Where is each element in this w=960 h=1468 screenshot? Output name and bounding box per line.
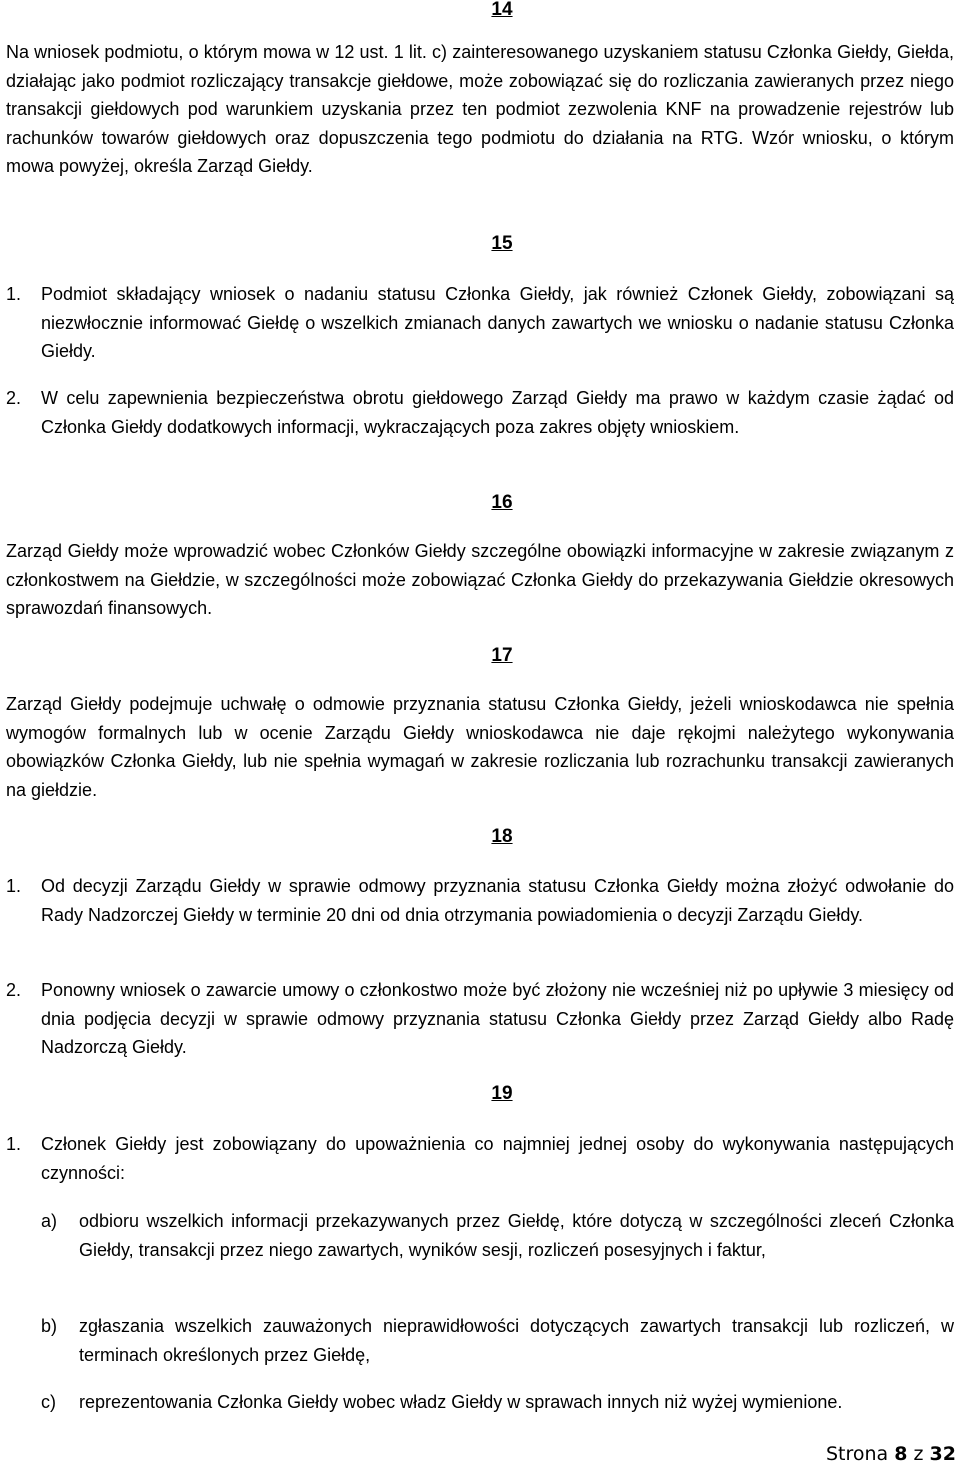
- section-heading-19: [6, 1082, 960, 1106]
- section-heading-18: [6, 825, 960, 849]
- section-heading-17: [6, 644, 960, 668]
- subitem-text: reprezentowania Członka Giełdy wobec władz Giełdy w sprawach innych niż wyżej wymienione.: [79, 1392, 843, 1412]
- footer-total-pages: 32: [929, 1443, 956, 1465]
- item-number: 1.: [6, 284, 22, 304]
- section-19-subitem-c: [41, 1388, 954, 1417]
- section-heading-16: [6, 491, 960, 515]
- footer-page-number: 8: [894, 1443, 908, 1465]
- item-number: 1.: [6, 1134, 22, 1154]
- section-heading-15: [6, 232, 960, 256]
- section-15-number: 15: [491, 233, 513, 254]
- section-14-text: Na wniosek podmiotu, o którym mowa w 12 ust. 1 lit. c) zainteresowanego uzyskaniem statusu Członka Giełdy, Giełda, działając jako podmiot rozliczający transakcje giełdowe, może zobowiązać się do rozliczania zawieranych przez niego transakcji giełdowych pod warunkiem uzyskania przez ten podmiot zezwolenia KNF na prowadzenie rejestrów lub rachunków towarów giełdowych oraz dopuszczenia tego podmiotu do działania na RTG. Wzór wniosku, o którym mowa powyżej, określa Zarząd Giełdy.: [6, 42, 954, 176]
- section-18-item-2: [6, 976, 954, 1062]
- section-19-subitem-b: [41, 1312, 954, 1369]
- subitem-letter: c): [41, 1392, 56, 1412]
- section-16-text: Zarząd Giełdy może wprowadzić wobec Członków Giełdy szczególne obowiązki informacyjne w zakresie związanym z członkostwem na Giełdzie, w szczególności może zobowiązać Członka Giełdy do przekazywania Giełdzie okresowych sprawozdań finansowych.: [6, 541, 954, 618]
- section-18-number: 18: [491, 826, 513, 847]
- section-17-number: 17: [491, 645, 513, 666]
- footer-of: z: [913, 1443, 924, 1465]
- section-heading-14: [6, 0, 960, 22]
- item-text: Członek Giełdy jest zobowiązany do upoważnienia co najmniej jednej osoby do wykonywania następujących czynności:: [41, 1134, 954, 1183]
- section-19-item-1: [6, 1130, 954, 1187]
- section-14-number: 14: [491, 0, 513, 20]
- item-number: 2.: [6, 980, 22, 1000]
- section-19-number: 19: [491, 1083, 513, 1104]
- item-text: Podmiot składający wniosek o nadaniu statusu Członka Giełdy, jak również Członek Giełdy, zobowiązani są niezwłocznie informować Giełdę o wszelkich zmianach danych zawartych we wniosku o nadanie statusu Członka Giełdy.: [41, 284, 954, 361]
- item-number: 2.: [6, 388, 22, 408]
- item-text: W celu zapewnienia bezpieczeństwa obrotu giełdowego Zarząd Giełdy ma prawo w każdym czasie żądać od Członka Giełdy dodatkowych informacji, wykraczających poza zakres objęty wnioskiem.: [41, 388, 954, 437]
- section-16-number: 16: [491, 492, 513, 513]
- section-17-text: Zarząd Giełdy podejmuje uchwałę o odmowie przyznania statusu Członka Giełdy, jeżeli wnioskodawca nie spełnia wymogów formalnych lub w ocenie Zarządu Giełdy wnioskodawca nie daje rękojmi należytego wykonywania obowiązków Członka Giełdy, lub nie spełnia wymagań w zakresie rozliczania lub rozrachunku transakcji zawieranych na giełdzie.: [6, 694, 954, 800]
- section-15-item-1: [6, 280, 954, 366]
- subitem-letter: b): [41, 1316, 58, 1336]
- subitem-text: odbioru wszelkich informacji przekazywanych przez Giełdę, które dotyczą w szczególności zleceń Członka Giełdy, transakcji przez niego zawartych, wyników sesji, rozliczeń posesyjnych i faktur,: [79, 1211, 954, 1260]
- section-18-item-1: [6, 872, 954, 929]
- item-text: Ponowny wniosek o zawarcie umowy o członkostwo może być złożony nie wcześniej niż po upływie 3 miesięcy od dnia podjęcia decyzji w sprawie odmowy przyznania statusu Członka Giełdy przez Zarząd Giełdy albo Radę Nadzorczą Giełdy.: [41, 980, 954, 1057]
- subitem-text: zgłaszania wszelkich zauważonych nieprawidłowości dotyczących zawartych transakcji lub rozliczeń, w terminach określonych przez Giełdę,: [79, 1316, 954, 1365]
- page-footer: [826, 1442, 956, 1466]
- subitem-letter: a): [41, 1211, 58, 1231]
- section-19-subitem-a: [41, 1207, 954, 1264]
- section-15-item-2: [6, 384, 954, 441]
- item-text: Od decyzji Zarządu Giełdy w sprawie odmowy przyznania statusu Członka Giełdy można złożyć odwołanie do Rady Nadzorczej Giełdy w terminie 20 dni od dnia otrzymania powiadomienia o decyzji Zarządu Giełdy.: [41, 876, 954, 925]
- footer-label: Strona: [825, 1443, 889, 1465]
- item-number: 1.: [6, 876, 22, 896]
